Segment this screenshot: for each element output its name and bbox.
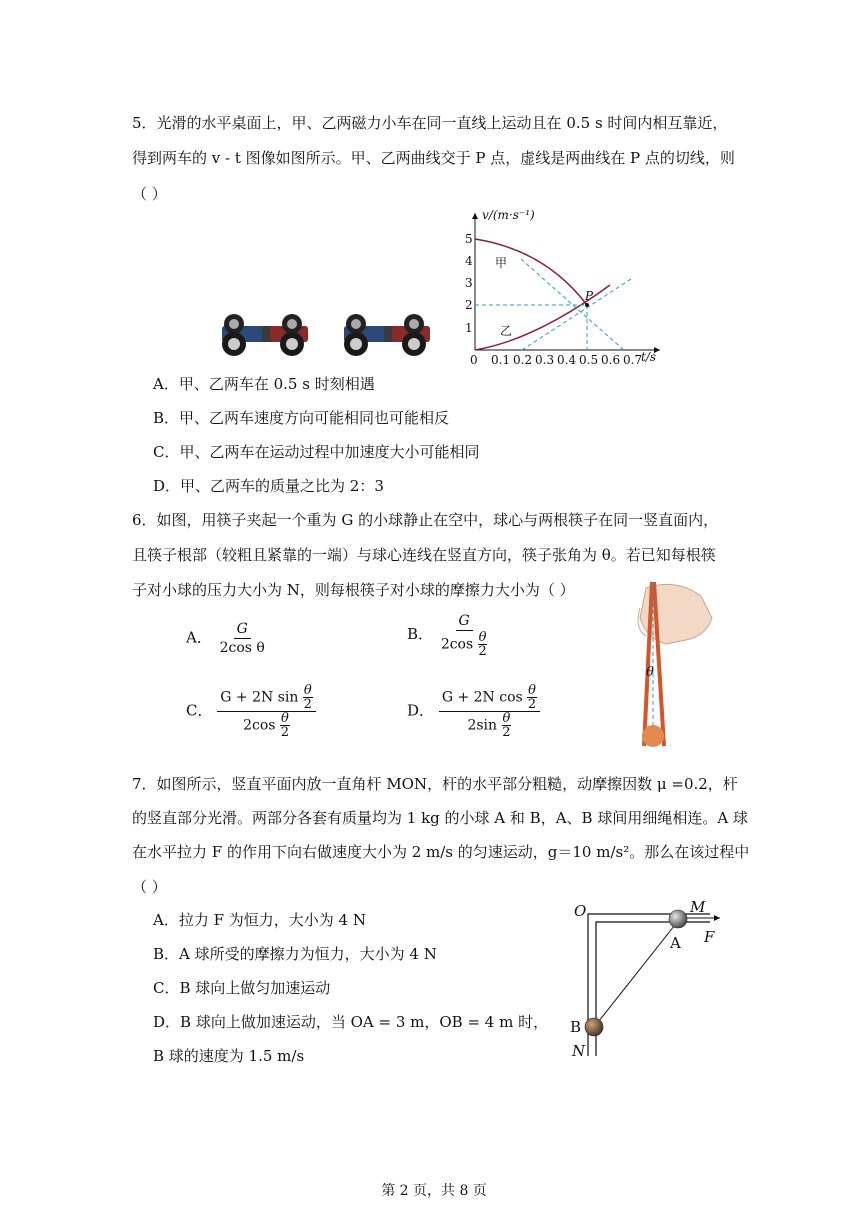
rod-mon-figure <box>560 896 730 1064</box>
car-jia <box>222 314 308 356</box>
q6-option-d[interactable]: D． G + 2N cos $\frac{\theta}{2}$ 2sin $\frac{\theta}{2}$ <box>407 684 540 739</box>
xtick-0.5: 0.5 <box>579 353 599 367</box>
q7-text-line1: 7．如图所示，竖直平面内放一直角杆 MON，杆的水平部分粗糙，动摩擦因数 μ =0.2，杆 <box>132 775 738 793</box>
car-yi <box>344 314 430 356</box>
ytick-1: 1 <box>465 321 473 335</box>
ytick-2: 2 <box>465 298 473 312</box>
ytick-4: 4 <box>465 254 473 268</box>
q7-option-d-continued: B 球的速度为 1.5 m/s <box>153 1047 305 1065</box>
q7-answer-paren: （ ） <box>132 878 167 896</box>
label-a: A <box>670 934 681 952</box>
q5-text-line1: 5．光滑的水平桌面上，甲、乙两磁力小车在同一直线上运动且在 0.5 s 时间内相互靠近， <box>132 114 728 132</box>
xtick-0.6: 0.6 <box>601 353 621 367</box>
q6-text-line3: 子对小球的压力大小为 N，则每根筷子对小球的摩擦力大小为（ ） <box>132 581 575 599</box>
q5-option-b[interactable]: B．甲、乙两车速度方向可能相同也可能相反 <box>153 409 450 427</box>
label-jia: 甲 <box>495 256 508 270</box>
q7-option-b[interactable]: B．A 球所受的摩擦力为恒力，大小为 4 N <box>153 945 437 963</box>
ytick-5: 5 <box>465 232 473 246</box>
origin-label: 0 <box>470 353 478 367</box>
label-f: F <box>704 928 715 946</box>
xtick-0.1: 0.1 <box>491 353 511 367</box>
rope <box>595 921 678 1026</box>
q5-option-c[interactable]: C．甲、乙两车在运动过程中加速度大小可能相同 <box>153 443 480 461</box>
vt-graph <box>455 205 670 370</box>
q7-option-a[interactable]: A．拉力 F 为恒力，大小为 4 N <box>153 911 366 929</box>
q6-text-line2: 且筷子根部（较粗且紧靠的一端）与球心连线在竖直方向，筷子张角为 θ。若已知每根筷 <box>132 546 716 564</box>
chopsticks-figure <box>606 578 722 756</box>
q5-option-d[interactable]: D．甲、乙两车的质量之比为 2：3 <box>153 477 384 495</box>
q5-answer-paren: （ ） <box>132 185 167 203</box>
page-footer: 第 2 页，共 8 页 <box>381 1183 487 1199</box>
ball-a <box>669 910 687 928</box>
rod-inner <box>596 922 710 1056</box>
ball-b <box>585 1018 603 1036</box>
label-yi: 乙 <box>500 324 513 338</box>
theta-label: θ <box>646 665 654 680</box>
xtick-0.7: 0.7 <box>623 353 643 367</box>
label-o: O <box>574 902 587 920</box>
ball <box>642 725 664 747</box>
q7-option-c[interactable]: C．B 球向上做匀加速运动 <box>153 979 331 997</box>
tangent-yi <box>522 279 631 350</box>
ytick-3: 3 <box>465 276 473 290</box>
q5-text-line2: 得到两车的 v - t 图像如图所示。甲、乙两曲线交于 P 点，虚线是两曲线在 P 点的切线，则 <box>132 149 735 167</box>
label-b: B <box>570 1018 582 1036</box>
x-axis-label: t/s <box>641 350 657 364</box>
xtick-0.2: 0.2 <box>513 353 533 367</box>
q5-option-a[interactable]: A．甲、乙两车在 0.5 s 时刻相遇 <box>153 375 375 393</box>
magnetic-cars-image <box>214 312 440 360</box>
point-p <box>585 303 589 307</box>
label-n: N <box>572 1042 586 1060</box>
curve-jia <box>475 239 587 305</box>
y-axis-label: v/(m·s⁻¹) <box>482 208 535 222</box>
label-m: M <box>690 898 706 916</box>
q6-option-b[interactable]: B． G 2cos $\frac{\theta}{2}$ <box>407 613 487 659</box>
xtick-0.3: 0.3 <box>535 353 555 367</box>
q7-text-line3: 在水平拉力 F 的作用下向右做速度大小为 2 m/s 的匀速运动，g＝10 m/s²。那么在该过程中 <box>132 843 750 861</box>
q6-text-line1: 6．如图，用筷子夹起一个重为 G 的小球静止在空中，球心与两根筷子在同一竖直面内， <box>132 511 719 529</box>
q6-option-a[interactable]: A． $\frac{G}{\text{2cos θ}}$ <box>186 621 265 656</box>
q6-option-c[interactable]: C． G + 2N sin $\frac{\theta}{2}$ 2cos $\frac{\theta}{2}$ <box>186 684 316 739</box>
label-p: P <box>585 289 594 303</box>
q7-option-d[interactable]: D．B 球向上做加速运动，当 OA = 3 m，OB = 4 m 时， <box>153 1013 549 1031</box>
xtick-0.4: 0.4 <box>557 353 577 367</box>
rod-outer <box>588 914 710 1056</box>
q7-text-line2: 的竖直部分光滑。两部分各套有质量均为 1 kg 的小球 A 和 B，A、B 球间用细绳相连。A 球 <box>132 809 748 827</box>
